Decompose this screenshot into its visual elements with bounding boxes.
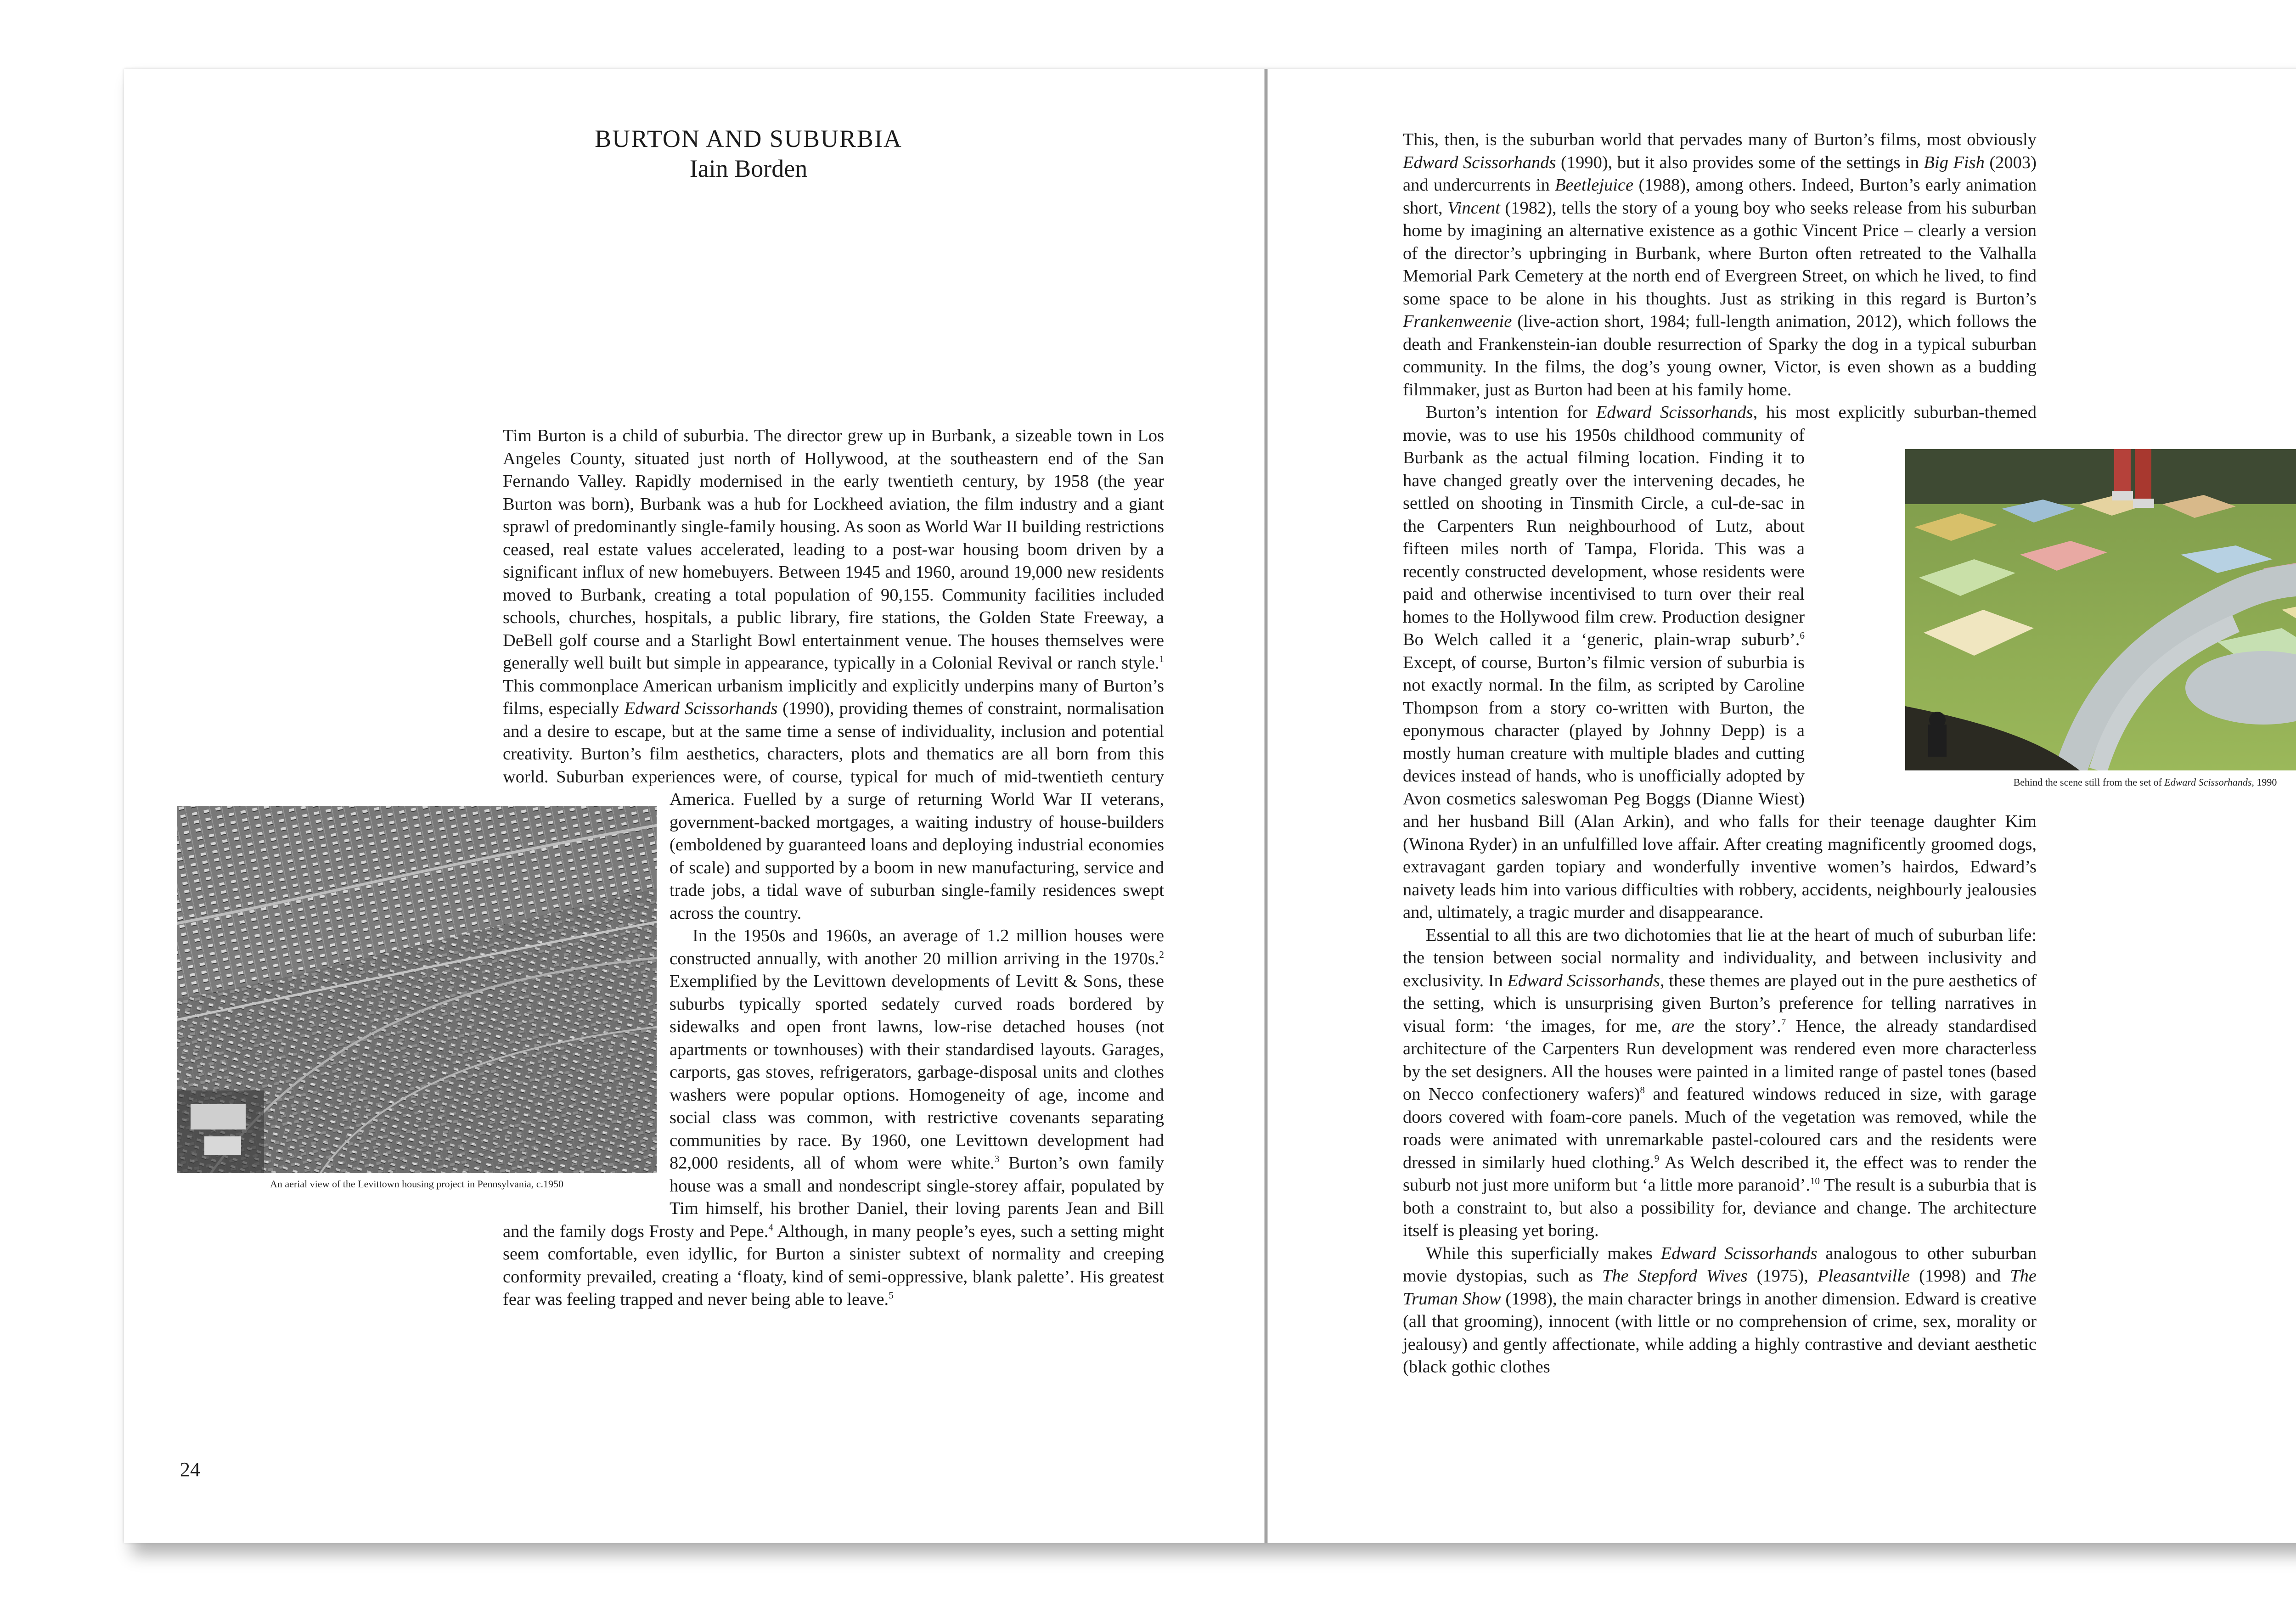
footnote-ref: 10 [1810,1175,1820,1187]
paragraph: While this superficially makes Edward Scissorhands analogous to other suburban movie dystopias, such as The Stepford Wives (1975), Pleasantville (1998) and The Truman Show (1998), the main character brings in another dimension. Edward is creative (all that grooming), innocent (with little or no comprehension of crime, sex, morality or jealousy) and gently affectionate, while adding a highly contrastive and deviant aesthetic (black gothic clothes [1403,1243,2037,1377]
paragraph: In the 1950s and 1960s, an average of 1.2 million houses were constructed annually, with another 20 million arriving in the 1970s.$^2$ Exemplified by the Levittown developments of Levitt & Sons, these suburbs typically sported sedately curved roads bordered by sidewalks and open front lawns, low-rise detached houses (not apartments or townhouses) with their standardised layouts. Garages, carports, gas stoves, refrigerators, garbage-disposal units and clothes washers were popular options. Homogeneity of age, income and social class was common, with restrictive covenants separating communities by race. By 1960, one Levittown development had 82,000 residents, all of whom were white.$^3$ Burton’s own family house was a small and nondescript single-storey affair, populated by Tim himself, his brother Daniel, their loving parents Jean and Bill and the family dogs Frosty and Pepe.$^4$ Although, in many people’s eyes, such a setting might seem comfortable, even idyllic, for Burton a sinister subtext of normality and creeping conformity prevailed, creating a ‘floaty, kind of semi-oppressive, blank palette’. His greatest fear was feeling trapped and never being able to leave.$^5$ [503,926,1164,1309]
paragraph: Essential to all this are two dichotomies that lie at the heart of much of suburban life: the tension between social normality and individuality, and between inclusivity and exclusivity. In Edward Scissorhands, these themes are played out in the pure aesthetics of the setting, which is unsurprising given Burton’s preference for telling narratives in visual form: ‘the images, for me, are the story’.$^7$ Hence, the already standardised architecture of the Carpenters Run development was rendered even more characterless by the set designers. All the houses were painted in a limited range of pastel tones (based on Necco confectionery wafers)$^8$ and featured windows reduced in size, with garage doors covered with foam-core panels. Much of the vegetation was removed, while the roads were animated with unremarkable pastel-coloured cars and the residents were dressed in similarly hued clothing.$^9$ As Welch described it, the effect was to render the suburb not just more uniform but ‘a little more paranoid’.$^{10}$ The result is a suburbia that is both a constraint to, but also a possibility for, deviance and change. The architecture itself is pleasing yet boring. [1403,925,2037,1240]
footnote-ref: 9 [1654,1152,1660,1164]
chapter-author: Iain Borden [689,154,808,182]
footnote-ref: 8 [1640,1084,1645,1096]
figure-caption: An aerial view of the Levittown housing project in Pennsylvania, c.1950 [270,1178,564,1190]
footnote-ref: 6 [1800,630,1805,641]
footnote-ref: 5 [889,1290,894,1301]
footnote-ref: 2 [1159,949,1164,960]
right-body-flow [1403,129,2037,1379]
chapter-title: BURTON AND SUBURBIA [595,125,902,152]
footnote-ref: 3 [994,1153,1000,1165]
left-text-wrapper [503,425,1164,1311]
film-title: Edward Scissorhands [624,699,778,718]
book-gutter [1264,69,1268,1543]
paragraph: This, then, is the suburban world that pervades many of Burton’s films, most obviously Edward Scissorhands (1990), but it also provides some of the settings in Big Fish (2003) and undercurrents in Beetlejuice (1988), among others. Indeed, Burton’s early animation short, Vincent (1982), tells the story of a young boy who seeks release from his suburban home by imagining an alternative existence as a gothic Vincent Price – clearly a version of the director’s upbringing in Burbank, where Burton often retreated to the Valhalla Memorial Park Cemetery at the north end of Evergreen Street, on which he lived, to find some space to be alone in his thoughts. Just as striking in this regard is Burton’s Frankenweenie (live-action short, 1984; full-length animation, 2012), which follows the death and Frankenstein-ian double resurrection of Sparky the dog in a typical suburban community. In the films, the dog’s young owner, Victor, is even shown as a budding filmmaker, just as Burton had been at his family home. [1403,130,2037,399]
footnote-ref: 1 [1159,653,1164,665]
figure-caption: Behind the scene still from the set of Edward Scissorhands, 1990 [2013,776,2277,788]
left-body-flow [503,425,1164,1311]
page-number: 24 [180,1458,200,1481]
footnote-ref: 4 [768,1221,773,1233]
footnote-ref: 7 [1781,1016,1786,1028]
chapter-heading [422,124,1075,184]
figure-spacer-wide [503,808,666,1198]
film-title: Edward Scissorhands [2164,776,2252,788]
paragraph: Burton’s intention for Edward Scissorhands, his most explicitly suburban-themed movie, was to use his 1950s childhood community of Burbank as the actual filming location. Finding it to have changed greatly over the intervening decades, he settled on shooting in Tinsmith Circle, a cul-de-sac in the Carpenters Run neighbourhood of Lutz, about fifteen miles north of Tampa, Florida. This was a recently constructed development, whose residents were paid and otherwise incentivised to turn over their real homes to the Hollywood film crew. Production designer Bo Welch called it a ‘generic, plain-wrap suburb’.$^6$ Except, of course, Burton’s filmic version of suburbia is not exactly normal. In the film, as scripted by Caroline Thompson from a story co-written with Burton, the eponymous character (played by Johnny Depp) is a mostly human creature with multiple blades and cutting devices instead of hands, who is unofficially adopted by Avon cosmetics saleswoman Peg Boggs (Dianne Wiest) and her husband Bill (Alan Arkin), and who falls for their teenage daughter Kim (Winona Ryder) in an unfulfilled love affair. After creating magnificently groomed dogs, extravagant garden topiary and wonderfully inventive women’s hairdos, Edward’s naivety leads him into various difficulties with robbery, accidents, neighbourly jealousies and, ultimately, a tragic murder and disappearance. [1403,403,2037,922]
paragraph: Tim Burton is a child of suburbia. The director grew up in Burbank, a sizeable town in Los Angeles County, situated just north of Hollywood, at the southeastern end of the San Fernando Valley. Rapidly modernised in the early twentieth century, by 1958 (the year Burton was born), Burbank was a hub for Lockheed aviation, the film industry and a giant sprawl of predominantly single-family housing. As soon as World War II building restrictions ceased, real estate values accelerated, leading to a post-war housing boom driven by a significant influx of new homebuyers. Between 1945 and 1960, around 19,000 new residents moved to Burbank, creating a total population of 90,155. Community facilities included schools, churches, hospitals, a public library, fire stations, the Golden State Freeway, a DeBell golf course and a Starlight Bowl entertainment venue. The houses themselves were generally well built but simple in appearance, typically in a Colonial Revival or ranch style.$^1$ This commonplace American urbanism implicitly and explicitly underpins many of Burton’s films, especially Edward Scissorhands (1990), providing themes of constraint, normalisation and a desire to escape, but at the same time a sense of individuality, inclusion and potential creativity. Burton’s film aesthetics, characters, plots and thematics are all born from this world. Suburban experiences were, of course, typical for much of mid-twentieth century America. Fuelled by a surge of returning World War II veterans, government-backed mortgages, a waiting industry of house-builders (emboldened by guaranteed loans and deploying industrial economies of scale) and supported by a boom in new manufacturing, service and trade jobs, a tidal wave of suburban single-family residences swept across the country. [503,426,1164,923]
figure-spacer-wide [1818,443,2037,797]
right-text-wrapper [1403,129,2037,1379]
